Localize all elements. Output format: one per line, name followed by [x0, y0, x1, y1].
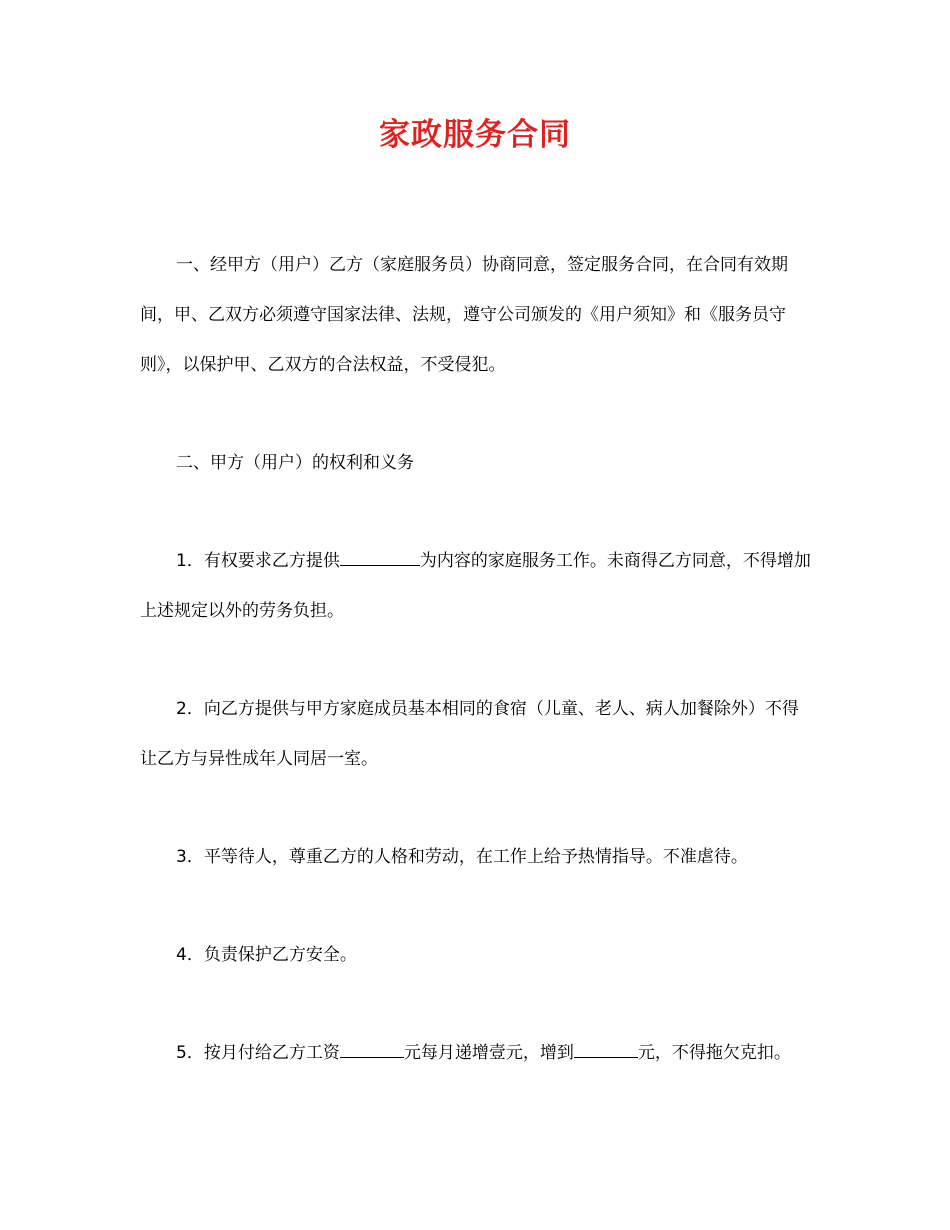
salary-blank[interactable] [340, 1039, 404, 1058]
item-5-text-part3: 元，不得拖欠克扣。 [637, 1043, 791, 1063]
item-2-paragraph: 2．向乙方提供与甲方家庭成员基本相同的食宿（儿童、老人、病人加餐除外）不得让乙方与异性成年人同居一室。 [140, 699, 799, 769]
item-5-text-part1: 5．按月付给乙方工资 [176, 1043, 340, 1063]
item-5-text-part2: 元每月递增壹元，增到 [403, 1043, 574, 1063]
clause-1-paragraph: 一、经甲方（用户）乙方（家庭服务员）协商同意，签定服务合同，在合同有效期间，甲、乙双方必须遵守国家法律、法规，遵守公司颁发的《用户须知》和《服务员守则》，以保护甲、乙双方的合法权益，不受侵犯。 [140, 255, 788, 375]
item-5-paragraph [140, 1028, 812, 1078]
item-1-paragraph [140, 536, 812, 636]
service-content-blank[interactable] [340, 547, 420, 566]
item-1-text-before: 1．有权要求乙方提供 [176, 551, 340, 571]
item-4-paragraph: 4．负责保护乙方安全。 [176, 945, 357, 965]
section-2-heading: 二、甲方（用户）的权利和义务 [176, 453, 414, 473]
item-3-paragraph: 3．平等待人，尊重乙方的人格和劳动，在工作上给予热情指导。不准虐待。 [176, 847, 748, 867]
max-salary-blank[interactable] [574, 1039, 638, 1058]
document-title: 家政服务合同 [379, 117, 571, 153]
item-1-text-after: 为内容的家庭服务工作。未商得乙方同意，不得增加上述规定以外的劳务负担。 [140, 551, 811, 621]
